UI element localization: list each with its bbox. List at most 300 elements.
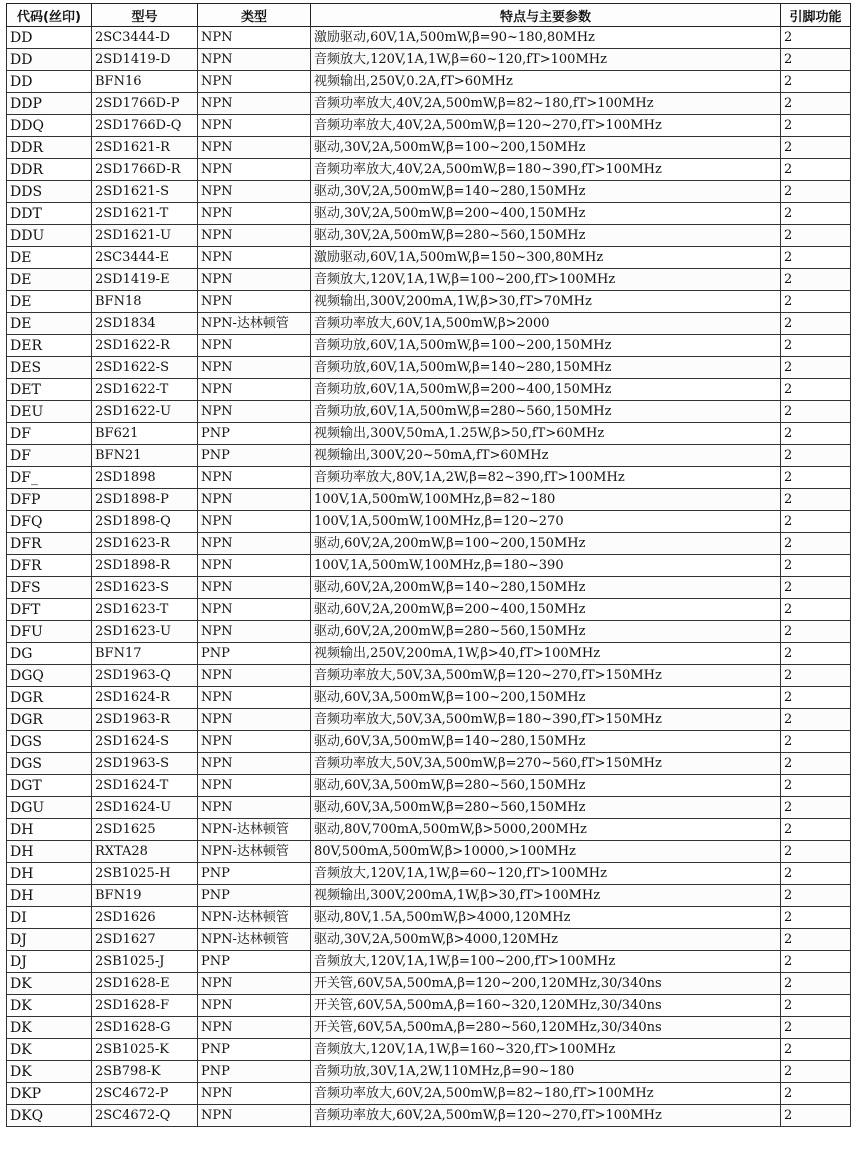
code-cell: DDU [7,225,92,247]
table-row [7,291,851,313]
params-cell: 音频功率放大,40V,2A,500mW,β=82~180,fT>100MHz [311,93,781,115]
code-cell: DK [7,1061,92,1083]
table-row [7,577,851,599]
type-cell: NPN [198,93,311,115]
model-cell: 2SD1419-E [92,269,198,291]
model-cell: 2SD1621-U [92,225,198,247]
type-cell: NPN [198,995,311,1017]
model-cell: 2SD1628-E [92,973,198,995]
code-cell: DGR [7,687,92,709]
type-cell: NPN [198,973,311,995]
type-cell: PNP [198,1061,311,1083]
type-cell: NPN-达林顿管 [198,841,311,863]
model-cell: BFN17 [92,643,198,665]
pin-cell: 2 [781,247,851,269]
params-cell: 驱动,80V,700mA,500mW,β>5000,200MHz [311,819,781,841]
pin-cell: 2 [781,533,851,555]
type-cell: PNP [198,1039,311,1061]
code-cell: DJ [7,951,92,973]
pin-cell: 2 [781,115,851,137]
model-cell: 2SD1622-T [92,379,198,401]
pin-cell: 2 [781,181,851,203]
code-cell: DH [7,841,92,863]
pin-cell: 2 [781,621,851,643]
type-cell: PNP [198,423,311,445]
pin-cell: 2 [781,929,851,951]
type-cell: NPN [198,115,311,137]
table-row [7,797,851,819]
params-cell: 开关管,60V,5A,500mA,β=280~560,120MHz,30/340ns [311,1017,781,1039]
model-cell: 2SD1834 [92,313,198,335]
params-cell: 驱动,30V,2A,500mW,β=280~560,150MHz [311,225,781,247]
pin-cell: 2 [781,665,851,687]
code-cell: DGU [7,797,92,819]
code-cell: DG [7,643,92,665]
type-cell: NPN [198,401,311,423]
type-cell: NPN [198,291,311,313]
pin-cell: 2 [781,511,851,533]
table-row [7,1039,851,1061]
type-cell: NPN [198,203,311,225]
code-cell: DEU [7,401,92,423]
model-cell: 2SC4672-P [92,1083,198,1105]
code-cell: DK [7,1017,92,1039]
type-cell: NPN [198,71,311,93]
code-cell: DE [7,313,92,335]
header-row [7,4,851,27]
params-cell: 100V,1A,500mW,100MHz,β=120~270 [311,511,781,533]
model-cell: 2SD1625 [92,819,198,841]
header-params: 特点与主要参数 [311,4,781,27]
params-cell: 驱动,80V,1.5A,500mW,β>4000,120MHz [311,907,781,929]
params-cell: 视频输出,250V,0.2A,fT>60MHz [311,71,781,93]
type-cell: NPN [198,335,311,357]
header-type: 类型 [198,4,311,27]
table-row [7,467,851,489]
model-cell: BFN19 [92,885,198,907]
model-cell: 2SD1963-S [92,753,198,775]
code-cell: DFR [7,555,92,577]
model-cell: BFN16 [92,71,198,93]
params-cell: 视频输出,300V,50mA,1.25W,β>50,fT>60MHz [311,423,781,445]
table-row [7,137,851,159]
model-cell: 2SD1898-Q [92,511,198,533]
table-row [7,401,851,423]
code-cell: DFT [7,599,92,621]
pin-cell: 2 [781,467,851,489]
table-row [7,753,851,775]
type-cell: NPN [198,49,311,71]
pin-cell: 2 [781,225,851,247]
model-cell: 2SD1622-S [92,357,198,379]
params-cell: 音频功率放大,50V,3A,500mW,β=270~560,fT>150MHz [311,753,781,775]
pin-cell: 2 [781,269,851,291]
pin-cell: 2 [781,1017,851,1039]
model-cell: 2SD1624-U [92,797,198,819]
model-cell: 2SD1628-G [92,1017,198,1039]
model-cell: 2SD1898 [92,467,198,489]
transistor-code-table [6,3,851,1127]
params-cell: 音频功放,30V,1A,2W,110MHz,β=90~180 [311,1061,781,1083]
type-cell: NPN [198,621,311,643]
code-cell: DER [7,335,92,357]
type-cell: NPN [198,467,311,489]
type-cell: NPN-达林顿管 [198,929,311,951]
table-row [7,445,851,467]
code-cell: DKP [7,1083,92,1105]
table-row [7,863,851,885]
params-cell: 音频放大,120V,1A,1W,β=100~200,fT>100MHz [311,269,781,291]
code-cell: DFU [7,621,92,643]
type-cell: NPN-达林顿管 [198,313,311,335]
type-cell: NPN [198,511,311,533]
type-cell: NPN [198,533,311,555]
table-row [7,775,851,797]
pin-cell: 2 [781,1105,851,1127]
params-cell: 音频功率放大,60V,2A,500mW,β=120~270,fT>100MHz [311,1105,781,1127]
type-cell: NPN-达林顿管 [198,819,311,841]
model-cell: 2SD1627 [92,929,198,951]
model-cell: 2SD1898-R [92,555,198,577]
params-cell: 驱动,60V,2A,200mW,β=140~280,150MHz [311,577,781,599]
code-cell: DDT [7,203,92,225]
code-cell: DKQ [7,1105,92,1127]
model-cell: 2SC3444-D [92,27,198,49]
params-cell: 音频功放,60V,1A,500mW,β=280~560,150MHz [311,401,781,423]
table-row [7,269,851,291]
type-cell: NPN [198,1017,311,1039]
params-cell: 驱动,60V,3A,500mW,β=280~560,150MHz [311,797,781,819]
params-cell: 视频输出,250V,200mA,1W,β>40,fT>100MHz [311,643,781,665]
table-row [7,621,851,643]
type-cell: NPN [198,775,311,797]
params-cell: 音频功率放大,60V,2A,500mW,β=82~180,fT>100MHz [311,1083,781,1105]
params-cell: 100V,1A,500mW,100MHz,β=82~180 [311,489,781,511]
table-row [7,819,851,841]
code-cell: DGT [7,775,92,797]
pin-cell: 2 [781,907,851,929]
code-cell: DFP [7,489,92,511]
type-cell: NPN [198,1083,311,1105]
pin-cell: 2 [781,159,851,181]
table-row [7,841,851,863]
params-cell: 音频放大,120V,1A,1W,β=60~120,fT>100MHz [311,863,781,885]
model-cell: BFN21 [92,445,198,467]
type-cell: NPN-达林顿管 [198,907,311,929]
pin-cell: 2 [781,401,851,423]
table-row [7,203,851,225]
params-cell: 音频功率放大,80V,1A,2W,β=82~390,fT>100MHz [311,467,781,489]
code-cell: DGS [7,753,92,775]
table-row [7,973,851,995]
type-cell: PNP [198,445,311,467]
pin-cell: 2 [781,555,851,577]
code-cell: DGS [7,731,92,753]
type-cell: NPN [198,555,311,577]
table-row [7,379,851,401]
params-cell: 音频功率放大,40V,2A,500mW,β=120~270,fT>100MHz [311,115,781,137]
table-row [7,27,851,49]
table-row [7,885,851,907]
pin-cell: 2 [781,423,851,445]
code-cell: DH [7,819,92,841]
model-cell: 2SC4672-Q [92,1105,198,1127]
model-cell: 2SD1624-T [92,775,198,797]
model-cell: 2SD1621-S [92,181,198,203]
params-cell: 驱动,60V,3A,500mW,β=100~200,150MHz [311,687,781,709]
params-cell: 音频功放,60V,1A,500mW,β=100~200,150MHz [311,335,781,357]
params-cell: 音频放大,120V,1A,1W,β=100~200,fT>100MHz [311,951,781,973]
table-row [7,225,851,247]
pin-cell: 2 [781,71,851,93]
model-cell: 2SD1898-P [92,489,198,511]
params-cell: 驱动,30V,2A,500mW,β=140~280,150MHz [311,181,781,203]
table-row [7,643,851,665]
params-cell: 激励驱动,60V,1A,500mW,β=150~300,80MHz [311,247,781,269]
pin-cell: 2 [781,577,851,599]
pin-cell: 2 [781,995,851,1017]
type-cell: NPN [198,665,311,687]
code-cell: DE [7,291,92,313]
model-cell: 2SB1025-H [92,863,198,885]
table-row [7,489,851,511]
model-cell: 2SD1622-R [92,335,198,357]
table-row [7,49,851,71]
code-cell: DE [7,247,92,269]
model-cell: RXTA28 [92,841,198,863]
params-cell: 音频功率放大,40V,2A,500mW,β=180~390,fT>100MHz [311,159,781,181]
params-cell: 视频输出,300V,200mA,1W,β>30,fT>100MHz [311,885,781,907]
model-cell: BFN18 [92,291,198,313]
table-row [7,159,851,181]
params-cell: 音频放大,120V,1A,1W,β=60~120,fT>100MHz [311,49,781,71]
pin-cell: 2 [781,291,851,313]
model-cell: 2SD1623-S [92,577,198,599]
type-cell: NPN [198,269,311,291]
params-cell: 开关管,60V,5A,500mA,β=160~320,120MHz,30/340ns [311,995,781,1017]
table-row [7,929,851,951]
code-cell: DFR [7,533,92,555]
table-row [7,181,851,203]
pin-cell: 2 [781,687,851,709]
table-row [7,93,851,115]
model-cell: 2SD1623-T [92,599,198,621]
model-cell: 2SB798-K [92,1061,198,1083]
pin-cell: 2 [781,1061,851,1083]
code-cell: DET [7,379,92,401]
header-model: 型号 [92,4,198,27]
params-cell: 驱动,60V,2A,200mW,β=100~200,150MHz [311,533,781,555]
code-cell: DD [7,71,92,93]
code-cell: DE [7,269,92,291]
params-cell: 驱动,60V,2A,200mW,β=200~400,150MHz [311,599,781,621]
type-cell: PNP [198,863,311,885]
model-cell: 2SD1622-U [92,401,198,423]
model-cell: 2SB1025-K [92,1039,198,1061]
model-cell: 2SD1623-R [92,533,198,555]
pin-cell: 2 [781,489,851,511]
code-cell: DK [7,1039,92,1061]
table-row [7,247,851,269]
code-cell: DH [7,885,92,907]
model-cell: 2SD1623-U [92,621,198,643]
table-body [7,27,851,1127]
transistor-code-table-sheet [6,3,850,1127]
params-cell: 激励驱动,60V,1A,500mW,β=90~180,80MHz [311,27,781,49]
params-cell: 驱动,30V,2A,500mW,β=100~200,150MHz [311,137,781,159]
type-cell: NPN [198,1105,311,1127]
table-row [7,335,851,357]
pin-cell: 2 [781,797,851,819]
table-row [7,1083,851,1105]
params-cell: 100V,1A,500mW,100MHz,β=180~390 [311,555,781,577]
table-row [7,665,851,687]
model-cell: 2SD1963-R [92,709,198,731]
type-cell: NPN [198,379,311,401]
code-cell: DF [7,423,92,445]
params-cell: 音频功率放大,50V,3A,500mW,β=180~390,fT>150MHz [311,709,781,731]
params-cell: 音频功放,60V,1A,500mW,β=140~280,150MHz [311,357,781,379]
model-cell: BF621 [92,423,198,445]
params-cell: 视频输出,300V,200mA,1W,β>30,fT>70MHz [311,291,781,313]
table-row [7,71,851,93]
pin-cell: 2 [781,643,851,665]
params-cell: 驱动,60V,2A,200mW,β=280~560,150MHz [311,621,781,643]
type-cell: NPN [198,357,311,379]
code-cell: DD [7,49,92,71]
table-row [7,533,851,555]
model-cell: 2SD1766D-P [92,93,198,115]
pin-cell: 2 [781,599,851,621]
code-cell: DK [7,973,92,995]
table-row [7,995,851,1017]
table-header [7,4,851,27]
type-cell: NPN [198,577,311,599]
code-cell: DF [7,445,92,467]
table-row [7,357,851,379]
params-cell: 80V,500mA,500mW,β>10000,>100MHz [311,841,781,863]
pin-cell: 2 [781,731,851,753]
type-cell: PNP [198,885,311,907]
pin-cell: 2 [781,379,851,401]
pin-cell: 2 [781,445,851,467]
pin-cell: 2 [781,973,851,995]
table-row [7,951,851,973]
model-cell: 2SD1624-R [92,687,198,709]
model-cell: 2SD1621-T [92,203,198,225]
table-row [7,731,851,753]
code-cell: DDR [7,159,92,181]
type-cell: NPN [198,247,311,269]
model-cell: 2SD1766D-R [92,159,198,181]
type-cell: NPN [198,489,311,511]
code-cell: DDQ [7,115,92,137]
pin-cell: 2 [781,49,851,71]
table-row [7,313,851,335]
pin-cell: 2 [781,203,851,225]
model-cell: 2SD1621-R [92,137,198,159]
params-cell: 驱动,30V,2A,500mW,β>4000,120MHz [311,929,781,951]
code-cell: DGQ [7,665,92,687]
type-cell: NPN [198,731,311,753]
params-cell: 驱动,60V,3A,500mW,β=140~280,150MHz [311,731,781,753]
code-cell: DDR [7,137,92,159]
table-row [7,1017,851,1039]
code-cell: DK [7,995,92,1017]
params-cell: 音频功率放大,50V,3A,500mW,β=120~270,fT>150MHz [311,665,781,687]
type-cell: NPN [198,27,311,49]
pin-cell: 2 [781,863,851,885]
table-row [7,1061,851,1083]
pin-cell: 2 [781,313,851,335]
pin-cell: 2 [781,27,851,49]
code-cell: DH [7,863,92,885]
pin-cell: 2 [781,841,851,863]
type-cell: PNP [198,643,311,665]
code-cell: DDS [7,181,92,203]
type-cell: NPN [198,137,311,159]
pin-cell: 2 [781,1039,851,1061]
pin-cell: 2 [781,335,851,357]
code-cell: DF_ [7,467,92,489]
code-cell: DGR [7,709,92,731]
pin-cell: 2 [781,137,851,159]
pin-cell: 2 [781,93,851,115]
header-pin-function: 引脚功能 [781,4,851,27]
type-cell: NPN [198,225,311,247]
params-cell: 驱动,60V,3A,500mW,β=280~560,150MHz [311,775,781,797]
table-row [7,423,851,445]
pin-cell: 2 [781,753,851,775]
type-cell: NPN [198,599,311,621]
table-row [7,1105,851,1127]
code-cell: DI [7,907,92,929]
pin-cell: 2 [781,885,851,907]
params-cell: 驱动,30V,2A,500mW,β=200~400,150MHz [311,203,781,225]
code-cell: DD [7,27,92,49]
params-cell: 音频功率放大,60V,1A,500mW,β>2000 [311,313,781,335]
type-cell: NPN [198,181,311,203]
model-cell: 2SB1025-J [92,951,198,973]
params-cell: 音频放大,120V,1A,1W,β=160~320,fT>100MHz [311,1039,781,1061]
pin-cell: 2 [781,775,851,797]
type-cell: NPN [198,709,311,731]
code-cell: DFQ [7,511,92,533]
table-row [7,687,851,709]
type-cell: NPN [198,753,311,775]
model-cell: 2SD1766D-Q [92,115,198,137]
code-cell: DJ [7,929,92,951]
pin-cell: 2 [781,1083,851,1105]
header-code: 代码(丝印) [7,4,92,27]
model-cell: 2SD1624-S [92,731,198,753]
model-cell: 2SD1626 [92,907,198,929]
pin-cell: 2 [781,819,851,841]
code-cell: DDP [7,93,92,115]
params-cell: 开关管,60V,5A,500mA,β=120~200,120MHz,30/340ns [311,973,781,995]
code-cell: DFS [7,577,92,599]
type-cell: PNP [198,951,311,973]
pin-cell: 2 [781,951,851,973]
params-cell: 视频输出,300V,20~50mA,fT>60MHz [311,445,781,467]
model-cell: 2SC3444-E [92,247,198,269]
pin-cell: 2 [781,709,851,731]
table-row [7,599,851,621]
code-cell: DES [7,357,92,379]
table-row [7,511,851,533]
table-row [7,115,851,137]
table-row [7,709,851,731]
